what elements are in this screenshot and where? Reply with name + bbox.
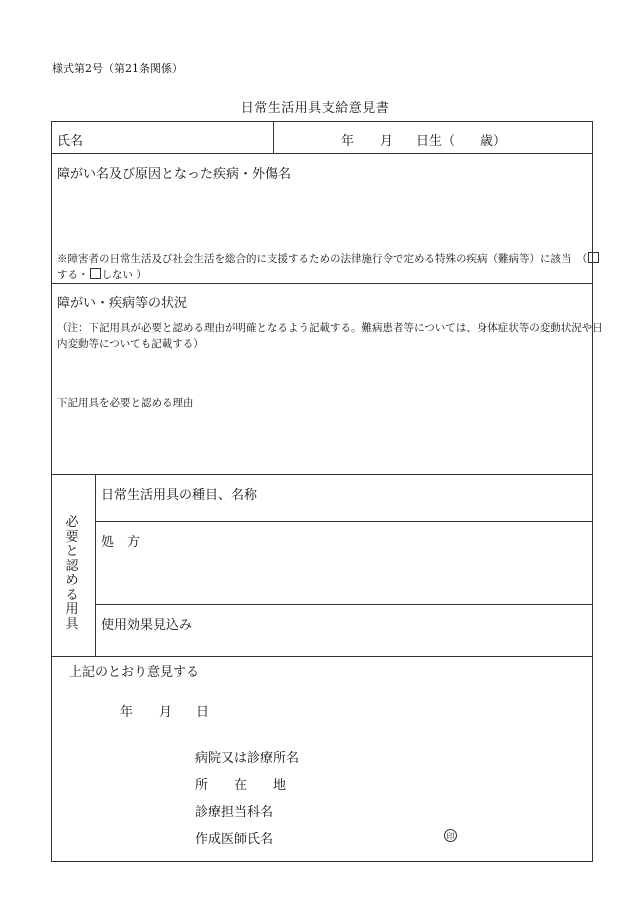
status-note-line2: 内変動等についても記載する） [57,338,204,350]
birth-day-label: 日生（ [416,134,456,149]
birth-month-label: 月 [380,134,394,149]
seal-mark: 印 [444,829,457,842]
age-label: 歳） [480,134,507,149]
disability-note-line2 [57,267,147,283]
effect-label: 使用効果見込み [101,618,193,633]
disability-note-line1 [57,251,600,267]
status-note-line1: （注：下記用具が必要と認める理由が明確となるよう記載する。難病患者等については、身体症状等の変動状況や日 [57,322,603,334]
reason-label: 下記用具を必要と認める理由 [57,397,194,409]
date-day-label: 日 [196,705,210,720]
location-label: 所 在 地 [195,778,287,793]
equipment-type-label: 日常生活用具の種目、名称 [101,488,258,503]
hospital-label: 病院又は診療所名 [195,751,300,766]
equipment-side-cell [51,474,95,656]
doctor-name-label: 作成医師氏名 [195,832,274,847]
form-number: 様式第2号（第21条関係） [52,62,183,75]
applicable-no-label: しない ） [101,269,147,281]
date-year-label: 年 [120,705,134,720]
applicable-yes-label: する・ [57,269,89,281]
row-divider-status [52,474,592,475]
col-divider-name [273,122,274,153]
row-divider-name [52,153,592,154]
disability-label: 障がい名及び原因となった疾病・外傷名 [57,167,292,182]
birth-year-label: 年 [341,134,355,149]
department-label: 診療担当科名 [195,805,274,820]
equipment-side-label: 必要と認める用具 [65,515,79,632]
row-divider-type [95,521,592,522]
col-divider-equipment [95,474,96,656]
page-title: 日常生活用具支給意見書 [240,101,390,116]
name-label: 氏名 [57,134,84,149]
row-divider-disability [52,283,592,284]
status-label: 障がい・疾病等の状況 [57,296,188,311]
row-divider-prescription [95,604,592,605]
opinion-statement: 上記のとおり意見する [69,665,200,680]
date-month-label: 月 [159,705,173,720]
disability-note-text: ※障害者の日常生活及び社会生活を総合的に支援するための法律施行令で定める特殊の疾病（難病等）に該当 （ [57,253,588,265]
row-divider-equipment [52,656,592,657]
checkbox-not-applicable[interactable] [90,268,101,279]
prescription-label: 処 方 [101,535,141,550]
checkbox-applicable[interactable] [588,252,599,263]
